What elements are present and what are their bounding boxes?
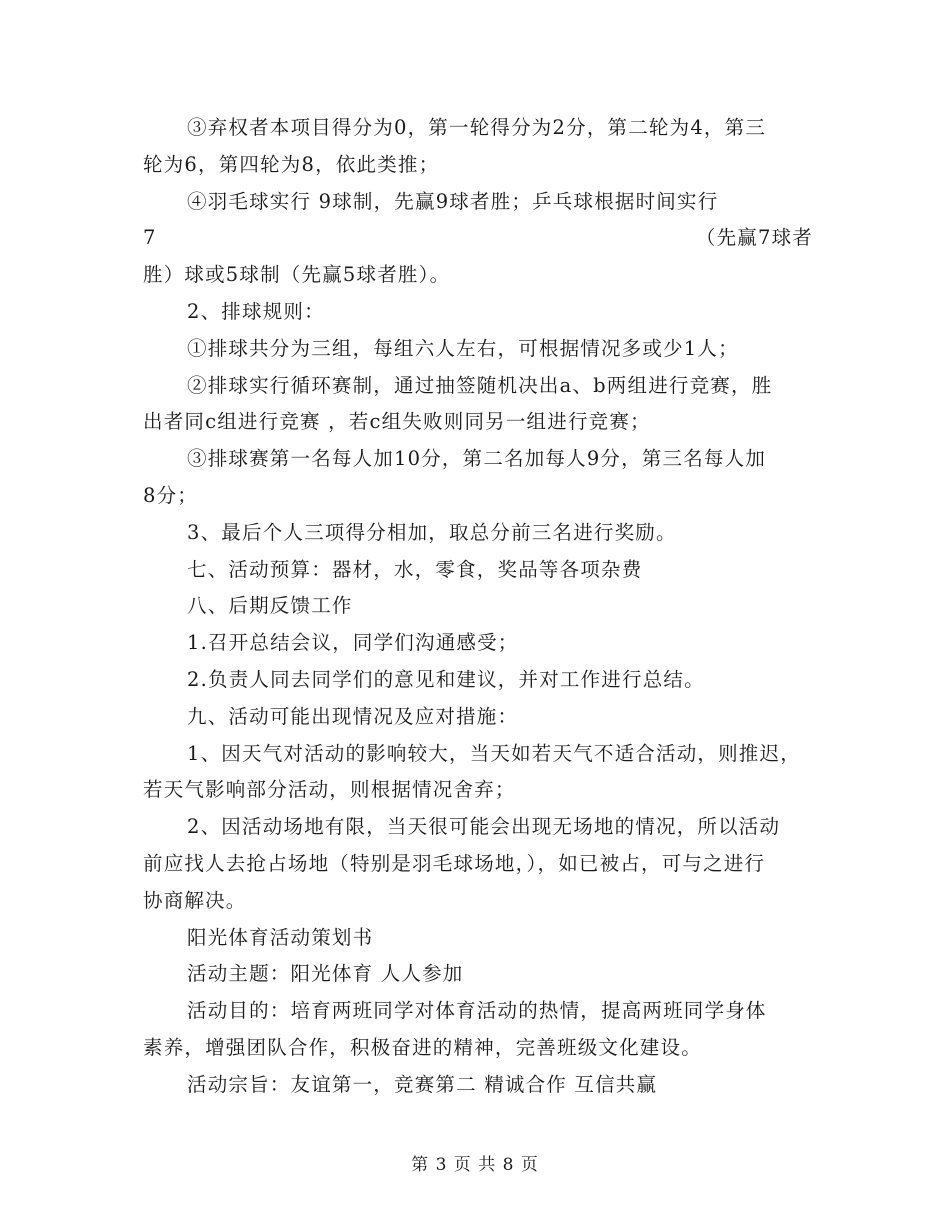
section-feedback-heading: 八、后期反馈工作 xyxy=(187,594,353,618)
section-budget: 七、活动预算：器材，水，零食，奖品等各项杂费 xyxy=(187,557,643,581)
scoring-rule: 3、最后个人三项得分相加，取总分前三名进行奖励。 xyxy=(187,520,677,544)
contingency-item-1-line-2: 若天气影响部分活动，则根据情况舍弃； xyxy=(143,778,516,802)
volleyball-rule-1: ①排球共分为三组，每组六人左右，可根据情况多或少1人； xyxy=(187,336,739,360)
rule-badminton-number: 7 xyxy=(143,226,157,250)
page-body xyxy=(143,110,813,1104)
contingency-item-2-line-2: 前应找人去抢占场地（特别是羽毛球场地，），如已被占，可与之进行 xyxy=(143,851,766,875)
volleyball-rule-2-line-2: 出者同c组进行竞赛 ，若c组失败则同另一组进行竞赛； xyxy=(143,410,651,434)
activity-tenet: 活动宗旨：友谊第一，竞赛第二 精诚合作 互信共赢 xyxy=(187,1072,658,1096)
activity-theme: 活动主题：阳光体育 人人参加 xyxy=(187,962,464,986)
rule-badminton-line-2 xyxy=(143,220,813,257)
volleyball-rule-2-line-1: ②排球实行循环赛制，通过抽签随机决出a、b两组进行竞赛，胜 xyxy=(187,373,773,397)
contingency-item-2-line-1: 2、因活动场地有限，当天很可能会出现无场地的情况，所以活动 xyxy=(187,815,781,839)
volleyball-rules-heading: 2、排球规则： xyxy=(187,299,325,323)
contingency-item-1-line-1: 1、因天气对活动的影响较大，当天如若天气不适合活动，则推迟， xyxy=(187,741,801,765)
activity-purpose-line-1: 活动目的：培育两班同学对体育活动的热情，提高两班同学身体 xyxy=(187,999,767,1023)
rule-badminton-right-text: （先赢7球者 xyxy=(695,226,813,250)
rule-forfeit-line-1: ③弃权者本项目得分为0，第一轮得分为2分，第二轮为4，第三 xyxy=(187,116,767,139)
section-contingency-heading: 九、活动可能出现情况及应对措施： xyxy=(187,704,519,728)
volleyball-rule-3-line-1: ③排球赛第一名每人加10分，第二名加每人9分，第三名每人加 xyxy=(187,447,767,471)
rule-badminton-line-3: 胜）球或5球制（先赢5球者胜）。 xyxy=(143,263,451,287)
plan-title: 阳光体育活动策划书 xyxy=(187,925,374,949)
feedback-item-2: 2.负责人同去同学们的意见和建议，并对工作进行总结。 xyxy=(187,667,705,691)
feedback-item-1: 1.召开总结会议，同学们沟通感受； xyxy=(187,631,519,655)
rule-badminton-line-1: ④羽毛球实行 9球制，先赢9球者胜；乒乓球根据时间实行 xyxy=(187,189,719,213)
activity-purpose-line-2: 素养，增强团队合作，积极奋进的精神，完善班级文化建设。 xyxy=(143,1035,702,1059)
rule-forfeit-line-2: 轮为6，第四轮为8，依此类推； xyxy=(143,152,440,176)
volleyball-rule-3-line-2: 8分； xyxy=(143,483,199,507)
contingency-item-2-line-3: 协商解决。 xyxy=(143,888,247,912)
page-number-footer: 第 3 页 共 8 页 xyxy=(411,1155,539,1175)
